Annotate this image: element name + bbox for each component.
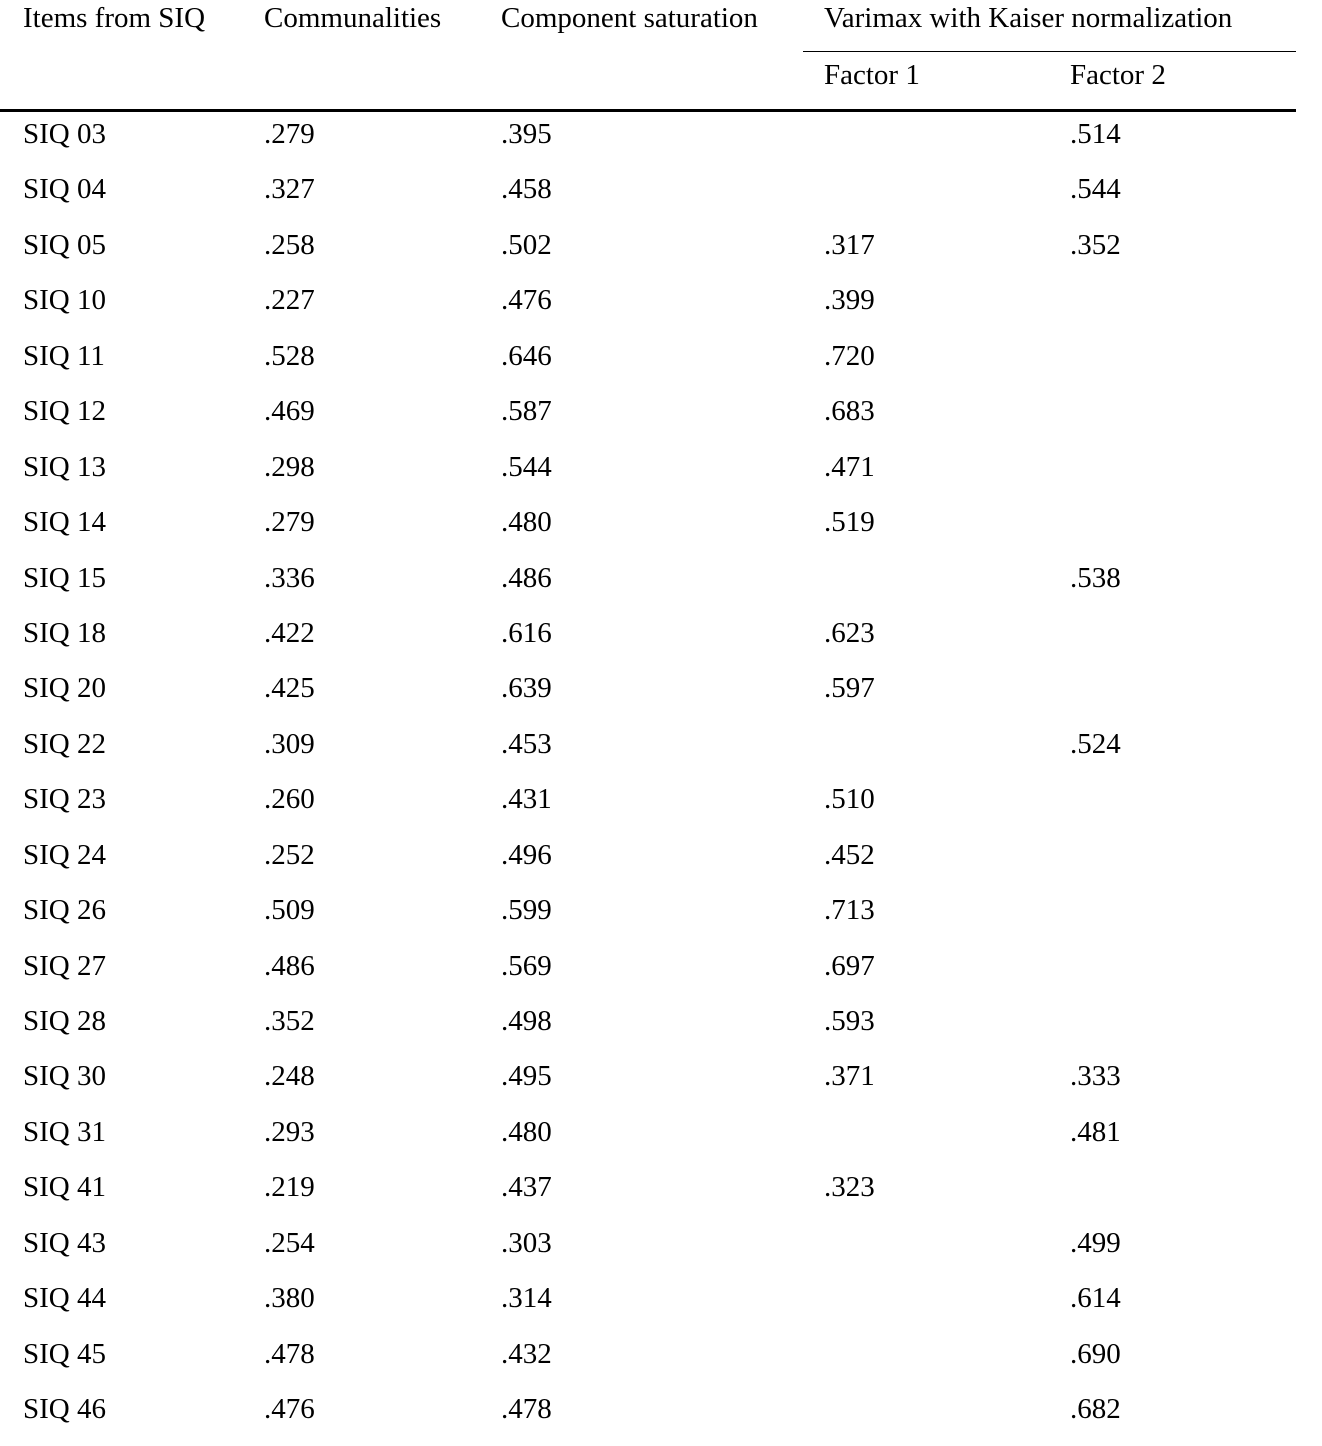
item-cell: SIQ 31 (23, 1115, 106, 1148)
table-row (0, 780, 1322, 835)
communality-cell: .509 (264, 894, 315, 927)
item-cell: SIQ 15 (23, 561, 106, 594)
factor1-cell: .597 (824, 672, 875, 705)
saturation-cell: .476 (501, 284, 552, 317)
table-row (0, 669, 1322, 724)
factor1-cell: .519 (824, 506, 875, 539)
saturation-cell: .587 (501, 395, 552, 428)
item-cell: SIQ 27 (23, 949, 106, 982)
factor1-cell: .452 (824, 838, 875, 871)
saturation-cell: .639 (501, 672, 552, 705)
factor2-cell: .352 (1070, 228, 1121, 261)
saturation-cell: .303 (501, 1226, 552, 1259)
group-header-divider (803, 51, 1296, 52)
saturation-cell: .569 (501, 949, 552, 982)
header-bottom-rule (0, 109, 1296, 112)
item-cell: SIQ 03 (23, 118, 106, 150)
item-cell: SIQ 28 (23, 1005, 106, 1037)
communality-cell: .380 (264, 1282, 315, 1315)
table-row (0, 614, 1322, 669)
table-row (0, 1168, 1322, 1223)
item-cell: SIQ 12 (23, 395, 106, 428)
communality-cell: .478 (264, 1337, 315, 1370)
table-row (0, 115, 1322, 170)
communality-cell: .336 (264, 561, 315, 594)
table-row (0, 947, 1322, 1002)
item-cell: SIQ 30 (23, 1060, 106, 1093)
communality-cell: .476 (264, 1393, 315, 1426)
item-cell: SIQ 04 (23, 173, 106, 206)
communality-cell: .352 (264, 1005, 315, 1037)
table-row (0, 503, 1322, 558)
item-cell: SIQ 10 (23, 284, 106, 317)
communality-cell: .260 (264, 783, 315, 816)
communality-cell: .528 (264, 339, 315, 372)
factor2-cell: .524 (1070, 727, 1121, 760)
communality-cell: .486 (264, 949, 315, 982)
item-cell: SIQ 43 (23, 1226, 106, 1259)
header-factor-2: Factor 2 (1070, 59, 1166, 91)
table-row (0, 448, 1322, 503)
communality-cell: .252 (264, 838, 315, 871)
saturation-cell: .496 (501, 838, 552, 871)
saturation-cell: .502 (501, 228, 552, 261)
factor1-cell: .697 (824, 949, 875, 982)
table-body (0, 115, 1322, 1446)
saturation-cell: .498 (501, 1005, 552, 1037)
saturation-cell: .432 (501, 1337, 552, 1370)
saturation-cell: .437 (501, 1171, 552, 1204)
communality-cell: .469 (264, 395, 315, 428)
header-communalities: Communalities (264, 2, 442, 34)
factor1-cell: .720 (824, 339, 875, 372)
communality-cell: .279 (264, 118, 315, 150)
header-items: Items from SIQ (23, 2, 206, 34)
factor1-cell: .399 (824, 284, 875, 317)
communality-cell: .309 (264, 727, 315, 760)
saturation-cell: .395 (501, 118, 552, 150)
item-cell: SIQ 41 (23, 1171, 106, 1204)
communality-cell: .425 (264, 672, 315, 705)
factor2-cell: .614 (1070, 1282, 1121, 1315)
header-factor-1: Factor 1 (824, 59, 920, 91)
communality-cell: .258 (264, 228, 315, 261)
item-cell: SIQ 13 (23, 450, 106, 483)
communality-cell: .219 (264, 1171, 315, 1204)
factor2-cell: .333 (1070, 1060, 1121, 1093)
factor2-cell: .690 (1070, 1337, 1121, 1370)
factor1-cell: .683 (824, 395, 875, 428)
saturation-cell: .480 (501, 1115, 552, 1148)
communality-cell: .279 (264, 506, 315, 539)
table-row (0, 1113, 1322, 1168)
saturation-cell: .616 (501, 616, 552, 649)
item-cell: SIQ 14 (23, 506, 106, 539)
item-cell: SIQ 20 (23, 672, 106, 705)
table-row (0, 281, 1322, 336)
saturation-cell: .453 (501, 727, 552, 760)
factor2-cell: .481 (1070, 1115, 1121, 1148)
communality-cell: .293 (264, 1115, 315, 1148)
table-row (0, 836, 1322, 891)
factor2-cell: .499 (1070, 1226, 1121, 1259)
table-row (0, 392, 1322, 447)
table-row (0, 226, 1322, 281)
item-cell: SIQ 46 (23, 1393, 106, 1426)
table-row (0, 1224, 1322, 1279)
saturation-cell: .544 (501, 450, 552, 483)
factor1-cell: .593 (824, 1005, 875, 1037)
item-cell: SIQ 23 (23, 783, 106, 816)
item-cell: SIQ 44 (23, 1282, 106, 1315)
factor2-cell: .544 (1070, 173, 1121, 206)
communality-cell: .254 (264, 1226, 315, 1259)
item-cell: SIQ 24 (23, 838, 106, 871)
saturation-cell: .646 (501, 339, 552, 372)
communality-cell: .327 (264, 173, 315, 206)
saturation-cell: .431 (501, 783, 552, 816)
table-row (0, 337, 1322, 392)
communality-cell: .227 (264, 284, 315, 317)
factor1-cell: .471 (824, 450, 875, 483)
saturation-cell: .480 (501, 506, 552, 539)
table-row (0, 1057, 1322, 1112)
factor2-cell: .682 (1070, 1393, 1121, 1426)
factor1-cell: .510 (824, 783, 875, 816)
factor2-cell: .538 (1070, 561, 1121, 594)
table-row (0, 559, 1322, 614)
item-cell: SIQ 22 (23, 727, 106, 760)
saturation-cell: .478 (501, 1393, 552, 1426)
table-row (0, 170, 1322, 225)
saturation-cell: .458 (501, 173, 552, 206)
communality-cell: .298 (264, 450, 315, 483)
communality-cell: .248 (264, 1060, 315, 1093)
saturation-cell: .495 (501, 1060, 552, 1093)
table-row (0, 1002, 1322, 1057)
factor1-cell: .323 (824, 1171, 875, 1204)
factor1-cell: .371 (824, 1060, 875, 1093)
table-row (0, 1279, 1322, 1334)
table-row (0, 1335, 1322, 1390)
item-cell: SIQ 18 (23, 616, 106, 649)
table-row (0, 891, 1322, 946)
factor2-cell: .514 (1070, 118, 1121, 150)
item-cell: SIQ 05 (23, 228, 106, 261)
factor1-cell: .623 (824, 616, 875, 649)
item-cell: SIQ 11 (23, 339, 105, 372)
communality-cell: .422 (264, 616, 315, 649)
table-row (0, 1390, 1322, 1445)
factor1-cell: .713 (824, 894, 875, 927)
item-cell: SIQ 45 (23, 1337, 106, 1370)
item-cell: SIQ 26 (23, 894, 106, 927)
header-rotation-group: Varimax with Kaiser normalization (824, 2, 1233, 34)
factor1-cell: .317 (824, 228, 875, 261)
saturation-cell: .314 (501, 1282, 552, 1315)
table-row (0, 725, 1322, 780)
saturation-cell: .599 (501, 894, 552, 927)
saturation-cell: .486 (501, 561, 552, 594)
header-component-saturation: Component saturation (501, 2, 758, 34)
